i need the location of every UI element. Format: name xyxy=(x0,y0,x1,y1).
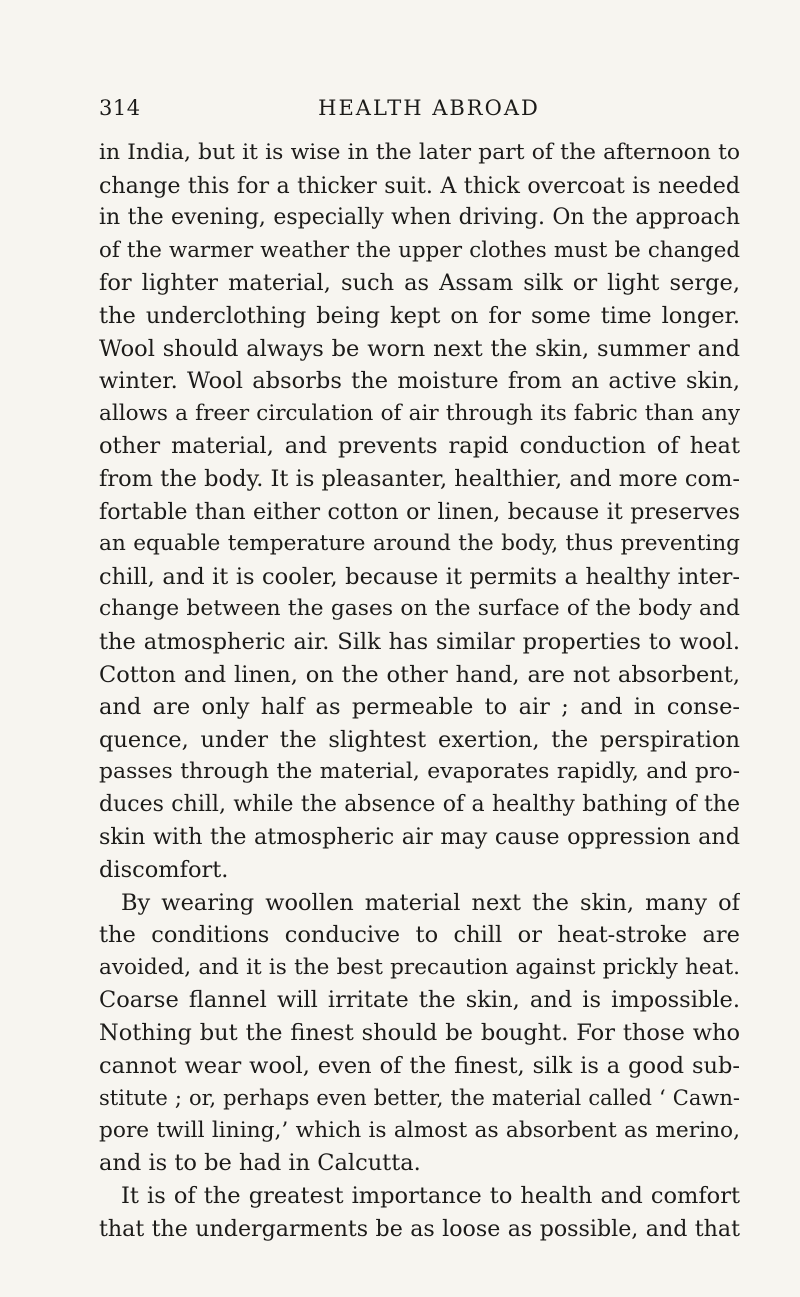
text-line: quence, under the slightest exertion, the perspiration xyxy=(99,726,740,753)
text-line: avoided, and it is the best precaution against prickly heat. xyxy=(99,954,740,980)
text-line: and are only half as permeable to air ; and in conse- xyxy=(99,694,740,721)
text-line: Nothing but the finest should be bought. For those who xyxy=(99,1020,740,1047)
text-line: other material, and prevents rapid conduction of heat xyxy=(99,433,740,460)
text-line: of the warmer weather the upper clothes must be changed xyxy=(99,237,740,263)
text-line: Cotton and linen, on the other hand, are not absorbent, xyxy=(99,661,740,688)
text-line: Coarse flannel will irritate the skin, and is impossible. xyxy=(99,987,740,1014)
text-line: cannot wear wool, even of the finest, silk is a good sub- xyxy=(99,1052,740,1079)
text-line: an equable temperature around the body, thus preventing xyxy=(99,531,740,557)
running-title: HEALTH ABROAD xyxy=(318,96,540,120)
text-line: Wool should always be worn next the skin, summer and xyxy=(99,335,740,362)
text-line: change between the gases on the surface of the body and xyxy=(99,596,740,622)
page-header xyxy=(99,96,739,132)
text-line: passes through the material, evaporates rapidly, and pro- xyxy=(99,759,740,785)
text-line: the atmospheric air. Silk has similar properties to wool. xyxy=(99,628,740,655)
text-line: By wearing woollen material next the skin, many of xyxy=(121,889,740,916)
text-line: in the evening, especially when driving. On the approach xyxy=(99,205,740,231)
body-text xyxy=(99,137,740,1245)
text-line: the conditions conducive to chill or heat-stroke are xyxy=(99,922,740,949)
text-line: pore twill lining,’ which is almost as absorbent as merino, xyxy=(99,1117,740,1143)
text-line: and is to be had in Calcutta. xyxy=(99,1150,421,1177)
text-line: the underclothing being kept on for some time longer. xyxy=(99,302,740,329)
text-line: winter. Wool absorbs the moisture from an active skin, xyxy=(99,368,740,395)
text-line: duces chill, while the absence of a healthy bathing of the xyxy=(99,791,740,817)
text-line: in India, but it is wise in the later part of the afternoon to xyxy=(99,140,740,165)
text-line: that the undergarments be as loose as possible, and that xyxy=(99,1215,740,1242)
text-line: change this for a thicker suit. A thick overcoat is needed xyxy=(99,172,740,199)
text-line: stitute ; or, perhaps even better, the material called ‘ Cawn- xyxy=(99,1085,740,1111)
text-line: fortable than either cotton or linen, because it preserves xyxy=(99,498,740,525)
text-line: skin with the atmospheric air may cause oppression and xyxy=(99,824,740,851)
text-line: discomfort. xyxy=(99,857,229,884)
text-line: from the body. It is pleasanter, healthier, and more com- xyxy=(99,465,740,492)
page-number: 314 xyxy=(99,96,141,120)
text-line: chill, and it is cooler, because it permits a healthy inter- xyxy=(99,563,740,590)
text-line: allows a freer circulation of air through its fabric than any xyxy=(99,400,740,426)
text-line: It is of the greatest importance to health and comfort xyxy=(121,1183,740,1209)
text-line: for lighter material, such as Assam silk or light serge, xyxy=(99,270,740,297)
